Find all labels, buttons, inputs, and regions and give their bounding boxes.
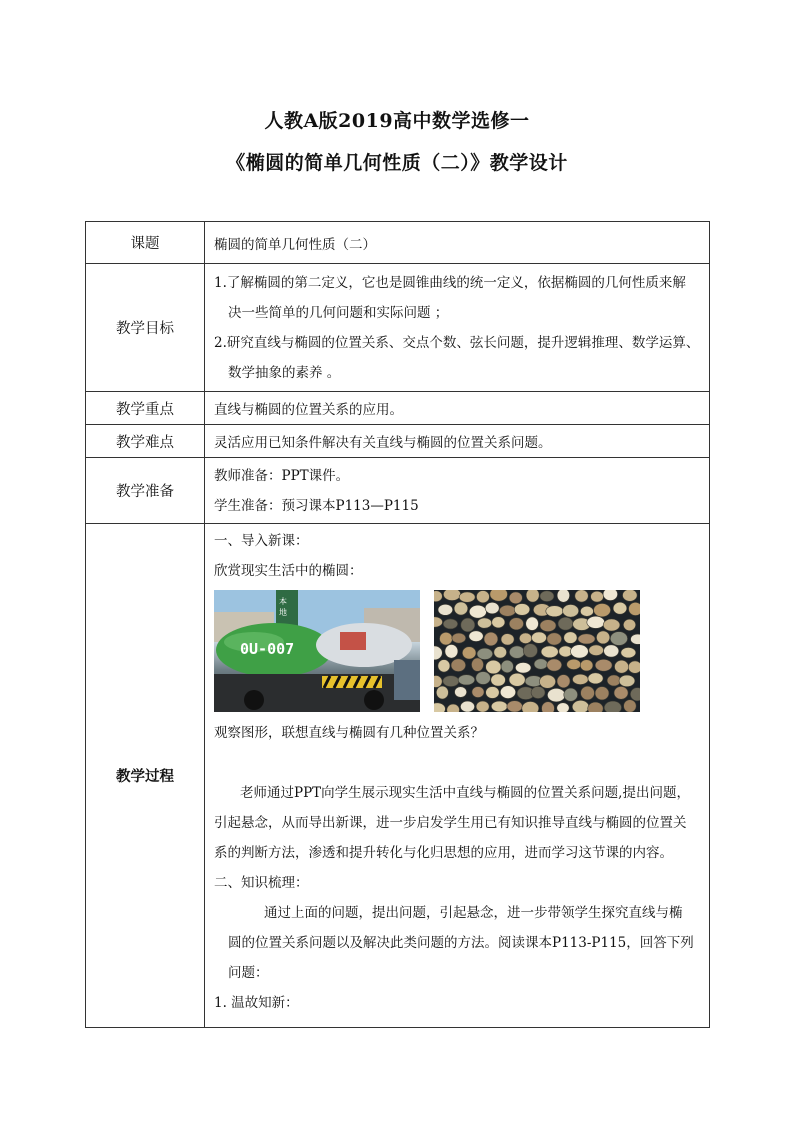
row-topic — [86, 222, 710, 264]
pebble-shape — [531, 687, 545, 699]
pebble-shape — [603, 619, 620, 631]
pebble-shape — [484, 632, 498, 646]
review-line: 圆的位置关系问题以及解决此类问题的方法。阅读课本P113-P115，回答下列 — [228, 935, 694, 951]
label-prep: 教学准备 — [86, 458, 205, 524]
pebble-shape — [476, 591, 489, 603]
prep-student: 学生准备：预习课本P113—P115 — [214, 497, 419, 514]
doc-title-line2: 《椭圆的简单几何性质（二）》教学设计 — [226, 152, 568, 174]
pebble-shape — [564, 688, 578, 701]
pebble-shape — [630, 688, 640, 701]
para-line: 引起悬念，从而导出新课，进一步启发学生用已有知识推导直线与椭圆的位置关 — [214, 815, 687, 831]
pebble-shape — [623, 590, 638, 601]
pebble-shape — [459, 592, 475, 602]
goal-line: 决一些简单的几何问题和实际问题 ； — [228, 304, 449, 321]
pebble-shape — [443, 676, 459, 687]
pebble-shape — [438, 604, 453, 615]
pebble-shape — [603, 590, 617, 601]
pebble-shape — [557, 590, 569, 602]
pebble-shape — [572, 700, 589, 712]
pebble-shape — [563, 605, 579, 618]
pebble-shape — [500, 686, 515, 699]
pebble-shape — [623, 619, 635, 630]
pebble-shape — [547, 659, 562, 671]
pebble-shape — [501, 634, 514, 645]
pebble-shape — [526, 617, 539, 631]
appreciate-text: 欣赏现实生活中的椭圆： — [214, 563, 363, 579]
pebble-shape — [591, 591, 604, 602]
pebble-shape — [580, 606, 593, 616]
photo-row — [214, 590, 703, 712]
value-prep — [205, 458, 710, 524]
label-topic: 课题 — [86, 222, 205, 264]
pebble-shape — [596, 631, 609, 644]
pebble-shape — [492, 617, 505, 628]
pebble-shape — [486, 687, 500, 699]
section-intro: 一、导入新课： — [214, 533, 309, 549]
goal-line: 数学抽象的素养 。 — [228, 364, 341, 381]
pebble-shape — [491, 701, 507, 712]
pebble-shape — [578, 634, 595, 644]
pebble-shape — [519, 633, 532, 644]
pebble-shape — [523, 644, 537, 658]
pebble-shape — [604, 701, 621, 712]
pebble-shape — [540, 591, 554, 602]
pebble-shape — [443, 590, 460, 600]
pebble-shape — [610, 632, 627, 646]
row-difficulty — [86, 425, 710, 458]
pebble-shape — [547, 688, 565, 702]
pebble-shape — [588, 702, 603, 712]
pebble-shape — [471, 658, 483, 671]
row-prep — [86, 458, 710, 524]
label-key: 教学重点 — [86, 392, 205, 425]
pebble-shape — [613, 602, 627, 614]
pebble-shape — [447, 704, 460, 712]
pebble-shape — [624, 700, 637, 712]
pebble-shape — [469, 631, 483, 642]
pebble-shape — [628, 661, 640, 673]
pebble-shape — [476, 701, 489, 712]
pebble-shape — [567, 659, 581, 669]
pebble-shape — [546, 606, 563, 617]
pebble-shape — [434, 675, 442, 687]
pebble-shape — [443, 619, 457, 629]
pebble-shape — [547, 633, 562, 645]
pebble-shape — [542, 702, 555, 712]
value-process — [205, 524, 710, 1028]
pebble-shape — [454, 602, 468, 615]
doc-title-line1: 人教A版2019高中数学选修一 — [264, 110, 530, 132]
pebble-shape — [486, 660, 501, 674]
pebble-shape — [557, 675, 570, 688]
svg-text:本: 本 — [279, 597, 287, 606]
pebbles-photo — [434, 590, 640, 712]
value-goals — [205, 264, 710, 392]
pebble-shape — [501, 660, 513, 673]
pebble-shape — [514, 604, 530, 616]
label-process: 教学过程 — [86, 524, 205, 1028]
pebble-shape — [445, 644, 458, 658]
pebble-shape — [452, 633, 466, 643]
pebble-shape — [438, 660, 450, 672]
pebble-shape — [434, 591, 442, 602]
pebble-shape — [434, 646, 442, 660]
pebble-shape — [458, 675, 475, 685]
review-line: 问题： — [228, 965, 269, 981]
observe-question: 观察图形，联想直线与椭圆有几种位置关系？ — [214, 725, 484, 741]
review-line: 通过上面的问题，提出问题，引起悬念，进一步带领学生探究直线与椭 — [264, 905, 683, 921]
pebble-shape — [540, 620, 556, 632]
pebble-shape — [587, 616, 605, 628]
label-difficulty: 教学难点 — [86, 425, 205, 458]
pebble-shape — [575, 590, 588, 602]
pebble-shape — [531, 632, 546, 643]
pebble-shape — [515, 663, 531, 674]
row-goals — [86, 264, 710, 392]
pebble-shape — [604, 645, 619, 657]
goal-line: 1.了解椭圆的第二定义，它也是圆锥曲线的统一定义，依据椭圆的几何性质来解 — [214, 274, 686, 291]
pebble-shape — [491, 674, 506, 686]
pebble-shape — [581, 686, 595, 700]
pebble-shape — [631, 634, 640, 644]
pebble-shape — [522, 702, 539, 712]
truck-plate-text: 0U-007 — [240, 640, 295, 658]
para-line: 老师通过PPT向学生展示现实生活中直线与椭圆的位置关系问题,提出问题， — [240, 785, 690, 801]
pebble-shape — [472, 687, 484, 698]
pebble-shape — [572, 674, 588, 684]
pebble-shape — [485, 602, 499, 613]
pebble-shape — [594, 603, 611, 616]
lesson-plan-table — [85, 221, 710, 1028]
row-key — [86, 392, 710, 425]
pebble-shape — [570, 645, 588, 658]
goal-line: 2.研究直线与椭圆的位置关系、交点个数、弦长问题，提升逻辑推理、数学运算、 — [214, 334, 700, 351]
pebble-shape — [526, 590, 539, 602]
pebble-shape — [451, 659, 466, 672]
para-line: 系的判断方法，渗透和提升转化与化归思想的应用，进而学习这节课的内容。 — [214, 845, 673, 861]
pebble-shape — [509, 592, 522, 604]
pebble-shape — [439, 632, 452, 645]
pebble-shape — [477, 618, 491, 628]
pebble-shape — [490, 590, 508, 601]
pebble-shape — [499, 605, 515, 616]
pebble-shape — [595, 687, 609, 700]
pebble-shape — [595, 659, 612, 671]
pebble-shape — [509, 673, 525, 686]
pebble-shape — [589, 645, 604, 656]
pebble-shape — [541, 646, 558, 658]
pebble-shape — [629, 602, 640, 615]
pebble-shape — [614, 686, 628, 699]
tanker-truck-photo — [214, 590, 420, 712]
row-process — [86, 524, 710, 1028]
svg-text:地: 地 — [279, 608, 287, 617]
label-goals: 教学目标 — [86, 264, 205, 392]
pebble-shape — [614, 660, 628, 673]
pebble-shape — [534, 659, 547, 669]
pebble-shape — [557, 703, 569, 712]
value-key: 直线与椭圆的位置关系的应用。 — [205, 392, 710, 425]
pebble-shape — [580, 660, 593, 671]
pebble-shape — [564, 632, 577, 644]
pebble-shape — [462, 647, 476, 659]
pebble-shape — [434, 703, 445, 712]
pebble-shape — [509, 646, 524, 658]
pebble-shape — [558, 617, 573, 630]
pebble-shape — [477, 648, 493, 659]
value-topic: 椭圆的简单几何性质（二） — [205, 222, 710, 264]
pebble-shape — [507, 701, 523, 712]
prep-teacher: 教师准备：PPT课件。 — [214, 467, 350, 484]
section-review: 二、知识梳理： — [214, 875, 309, 891]
pebble-shape — [469, 605, 486, 618]
pebble-shape — [607, 675, 620, 686]
pebble-shape — [539, 675, 555, 688]
pebble-shape — [434, 617, 443, 627]
value-difficulty: 灵活应用已知条件解决有关直线与椭圆的位置关系问题。 — [205, 425, 710, 458]
pebble-shape — [460, 701, 474, 712]
pebble-shape — [621, 647, 636, 657]
pebble-shape — [588, 673, 603, 684]
item-warmup: 1. 温故知新： — [214, 995, 299, 1011]
pebble-shape — [494, 646, 507, 658]
pebble-shape — [461, 618, 475, 632]
pebble-shape — [509, 618, 523, 630]
pebble-shape — [436, 686, 448, 699]
pebble-shape — [619, 675, 635, 687]
pebble-shape — [476, 672, 491, 685]
pebble-shape — [455, 687, 467, 698]
